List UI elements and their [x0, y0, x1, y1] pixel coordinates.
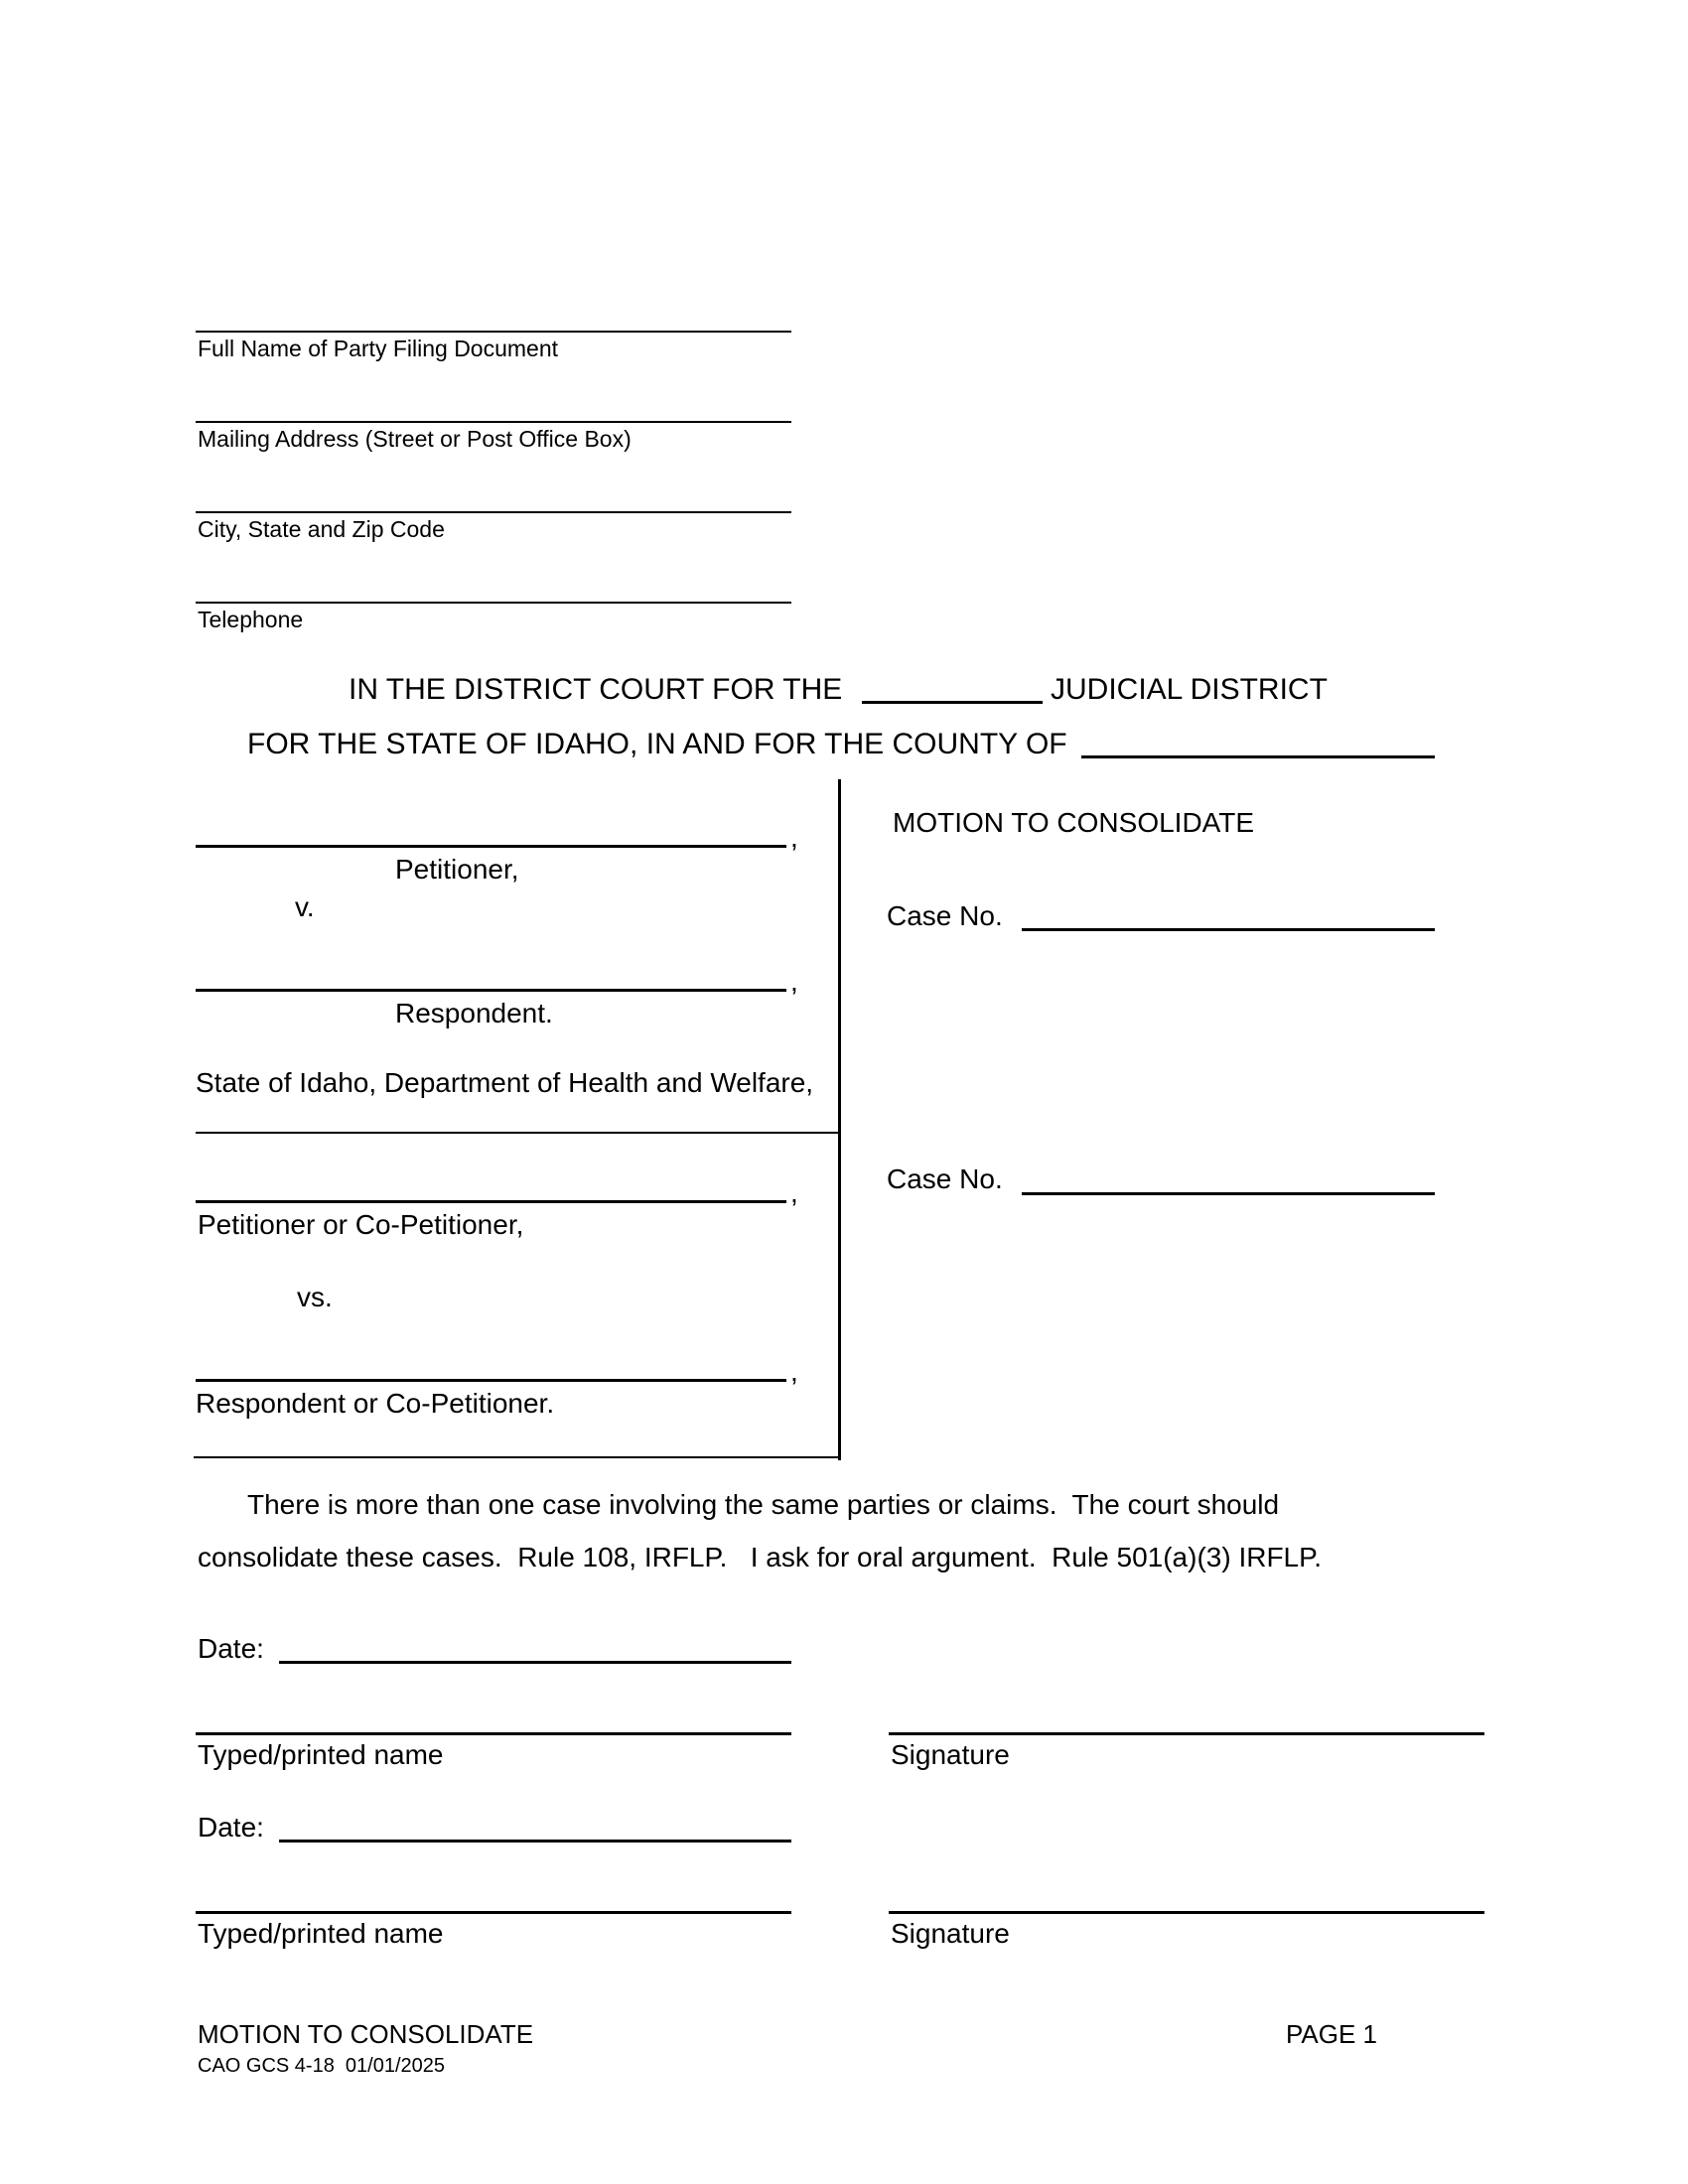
court-line1-prefix: IN THE DISTRICT COURT FOR THE — [349, 673, 843, 706]
respondent-co-name-line[interactable] — [196, 1379, 786, 1382]
comma: , — [790, 1177, 798, 1208]
body-line-1: There is more than one case involving the same parties or claims. The court should — [247, 1489, 1280, 1520]
city-state-zip-label: City, State and Zip Code — [198, 516, 445, 542]
footer-page: PAGE 1 — [1286, 2019, 1378, 2049]
signature-line-2[interactable] — [889, 1911, 1484, 1914]
respondent-name-line[interactable] — [196, 989, 786, 992]
date-line-2[interactable] — [279, 1840, 791, 1843]
footer-title: MOTION TO CONSOLIDATE — [198, 2019, 534, 2049]
case-no-label-1: Case No. — [887, 900, 1003, 931]
case-no-line-1[interactable] — [1022, 928, 1435, 931]
caption-divider-middle — [196, 1132, 841, 1134]
date-label-2: Date: — [198, 1812, 264, 1843]
petitioner-co-name-line[interactable] — [196, 1200, 786, 1203]
date-label-1: Date: — [198, 1633, 264, 1664]
petitioner-label: Petitioner, — [395, 854, 519, 885]
petitioner-name-line[interactable] — [196, 845, 786, 848]
comma: , — [790, 966, 798, 997]
motion-title: MOTION TO CONSOLIDATE — [893, 807, 1255, 838]
telephone-label: Telephone — [198, 607, 304, 632]
date-line-1[interactable] — [279, 1661, 791, 1664]
mailing-address-line[interactable] — [196, 421, 791, 423]
court-line2-prefix: FOR THE STATE OF IDAHO, IN AND FOR THE COUNTY OF — [247, 728, 1067, 760]
signature-label-2: Signature — [891, 1918, 1010, 1949]
caption-divider-vertical — [838, 779, 841, 1460]
typed-name-line-2[interactable] — [196, 1911, 791, 1914]
state-party-label: State of Idaho, Department of Health and Welfare, — [196, 1067, 814, 1098]
respondent-co-label: Respondent or Co-Petitioner. — [196, 1388, 555, 1419]
judicial-district-blank[interactable] — [862, 701, 1043, 704]
county-blank[interactable] — [1081, 755, 1435, 758]
signature-line-1[interactable] — [889, 1732, 1484, 1735]
comma: , — [790, 822, 798, 853]
caption-divider-bottom — [194, 1456, 841, 1458]
signature-label-1: Signature — [891, 1739, 1010, 1770]
telephone-line[interactable] — [196, 602, 791, 604]
case-no-line-2[interactable] — [1022, 1192, 1435, 1195]
case-no-label-2: Case No. — [887, 1163, 1003, 1194]
respondent-label: Respondent. — [395, 998, 553, 1028]
footer-form-id: CAO GCS 4-18 01/01/2025 — [198, 2055, 446, 2077]
full-name-label: Full Name of Party Filing Document — [198, 336, 559, 361]
mailing-address-label: Mailing Address (Street or Post Office Box) — [198, 426, 632, 452]
typed-name-label-1: Typed/printed name — [198, 1739, 444, 1770]
full-name-line[interactable] — [196, 331, 791, 333]
petitioner-co-label: Petitioner or Co-Petitioner, — [198, 1209, 524, 1240]
v-label: v. — [295, 891, 315, 922]
vs-label: vs. — [297, 1282, 333, 1312]
typed-name-label-2: Typed/printed name — [198, 1918, 444, 1949]
body-line-2: consolidate these cases. Rule 108, IRFLP. I ask for oral argument. Rule 501(a)(3) IRFLP. — [198, 1542, 1322, 1572]
court-line1-suffix: JUDICIAL DISTRICT — [1051, 673, 1328, 706]
city-state-zip-line[interactable] — [196, 511, 791, 513]
typed-name-line-1[interactable] — [196, 1732, 791, 1735]
comma: , — [790, 1356, 798, 1387]
